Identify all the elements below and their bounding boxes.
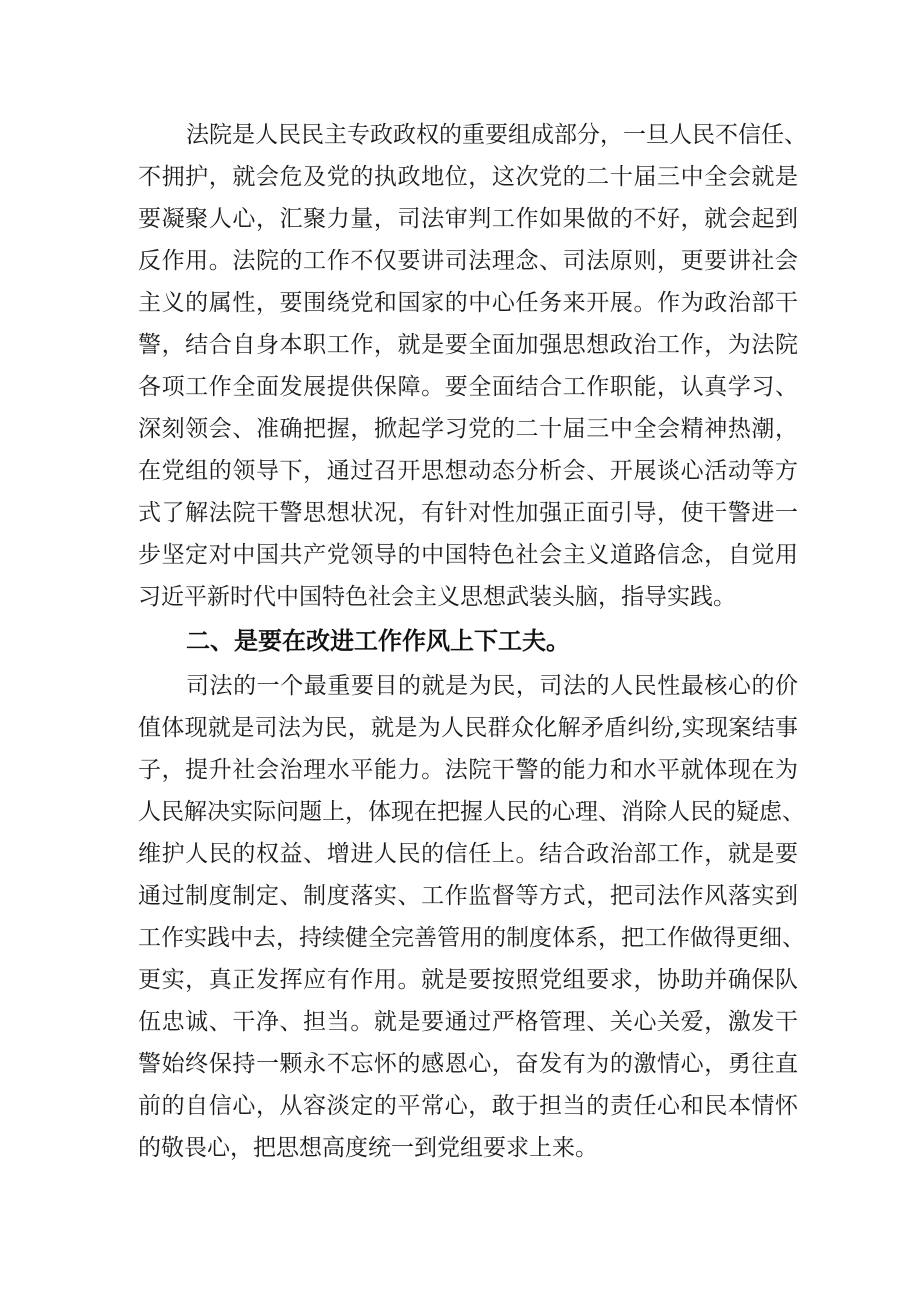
paragraph1-line-10: 式了解法院干警思想状况，有针对性加强正面引导，使干警进一 [138, 500, 798, 526]
paragraph2-line-11: 前的自信心，从容淡定的平常心，敢于担当的责任心和民本情怀 [138, 1093, 798, 1119]
paragraph1-line-7: 各项工作全面发展提供保障。要全面结合工作职能，认真学习、 [138, 374, 798, 400]
paragraph1-line-5: 主义的属性，要围绕党和国家的中心任务来开展。作为政治部干 [138, 290, 798, 316]
paragraph2-line-5: 维护人民的权益、增进人民的信任上。结合政治部工作，就是要 [138, 841, 798, 867]
paragraph1-line-8: 深刻领会、准确把握，掀起学习党的二十届三中全会精神热潮， [138, 416, 798, 442]
paragraph2-line-6: 通过制度制定、制度落实、工作监督等方式，把司法作风落实到 [138, 883, 798, 909]
paragraph1-line-6: 警，结合自身本职工作，就是要全面加强思想政治工作，为法院 [138, 332, 798, 358]
paragraph1-line-3: 要凝聚人心，汇聚力量，司法审判工作如果做的不好，就会起到 [138, 206, 798, 232]
paragraph2-line-9: 伍忠诚、干净、担当。就是要通过严格管理、关心关爱，激发干 [138, 1009, 798, 1035]
section-heading: 二、是要在改进工作作风上下工夫。 [186, 627, 570, 655]
paragraph2-line-10: 警始终保持一颗永不忘怀的感恩心，奋发有为的激情心，勇往直 [138, 1051, 798, 1077]
paragraph1-line-1: 法院是人民民主专政政权的重要组成部分，一旦人民不信任、 [186, 122, 807, 148]
paragraph2-line-12: 的敬畏心，把思想高度统一到党组要求上来。 [138, 1135, 598, 1161]
paragraph2-line-3: 子，提升社会治理水平能力。法院干警的能力和水平就体现在为 [138, 757, 798, 783]
paragraph2-line-1: 司法的一个最重要目的就是为民，司法的人民性最核心的价 [186, 673, 798, 699]
paragraph1-line-4: 反作用。法院的工作不仅要讲司法理念、司法原则，更要讲社会 [138, 248, 798, 274]
paragraph1-line-11: 步坚定对中国共产党领导的中国特色社会主义道路信念，自觉用 [138, 542, 798, 568]
paragraph2-line-7: 工作实践中去，持续健全完善管用的制度体系，把工作做得更细、 [138, 925, 805, 951]
paragraph2-line-4: 人民解决实际问题上，体现在把握人民的心理、消除人民的疑虑、 [138, 799, 805, 825]
paragraph1-line-12: 习近平新时代中国特色社会主义思想武装头脑，指导实践。 [138, 584, 736, 610]
paragraph1-line-2: 不拥护，就会危及党的执政地位，这次党的二十届三中全会就是 [138, 164, 798, 190]
paragraph2-line-8: 更实，真正发挥应有作用。就是要按照党组要求，协助并确保队 [138, 967, 798, 993]
paragraph2-line-2: 值体现就是司法为民，就是为人民群众化解矛盾纠纷,实现案结事 [138, 715, 798, 741]
paragraph1-line-9: 在党组的领导下，通过召开思想动态分析会、开展谈心活动等方 [138, 458, 798, 484]
